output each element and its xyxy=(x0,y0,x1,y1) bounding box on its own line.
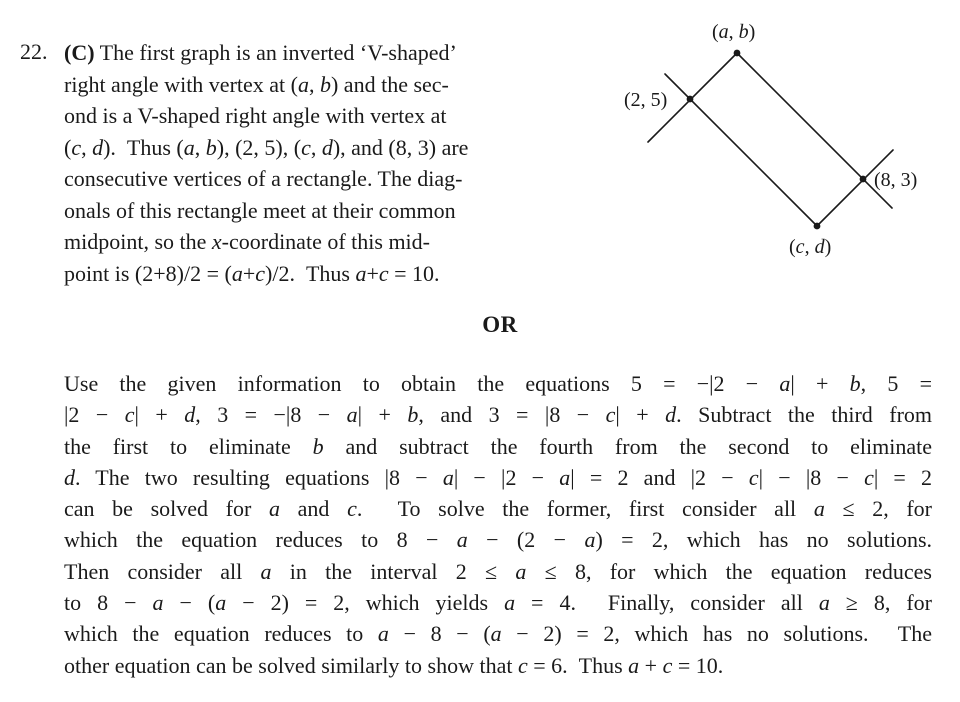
solution-text-bottom xyxy=(64,368,932,681)
or-heading: OR xyxy=(482,312,518,337)
text-line-4: (c, d). Thus (a, b), (2, 5), (c, d), and (8, 3) are xyxy=(64,134,469,160)
label-cd: (c, d) xyxy=(789,236,832,258)
bottom-line-1: Use the given information to obtain the equations 5 = −|2 − a| + b, 5 = xyxy=(64,371,932,396)
text-line-1 xyxy=(64,37,574,69)
problem-number: 22. xyxy=(20,39,48,64)
text-line-2: right angle with vertex at (a, b) and the sec- xyxy=(64,71,449,97)
text-line-6: onals of this rectangle meet at their common xyxy=(64,197,456,223)
label-2-5: (2, 5) xyxy=(624,89,668,111)
vertex-83-point xyxy=(860,176,867,183)
answer-choice: (C) xyxy=(64,40,95,65)
bottom-line-8: to 8 − a − (a − 2) = 2, which yields a = 4. Finally, consider all a ≥ 8, for xyxy=(64,590,932,616)
bottom-line-6: which the equation reduces to 8 − a − (2 − a) = 2, which has no solutions. xyxy=(64,527,932,553)
vertex-cd-point xyxy=(814,223,821,230)
text-line-8: point is (2+8)/2 = (a+c)/2. Thus a+c = 10. xyxy=(64,260,440,286)
rectangle-diagram xyxy=(600,0,960,290)
text-line-3: ond is a V-shaped right angle with vertex at xyxy=(64,103,447,128)
line-ab-to-83-extended xyxy=(737,53,892,208)
text-line-5: consecutive vertices of a rectangle. The diag- xyxy=(64,166,463,191)
solution-text-top xyxy=(64,37,574,289)
bottom-line-3: the first to eliminate b and subtract the fourth from the second to eliminate xyxy=(64,433,932,459)
bottom-line-5: can be solved for a and c. To solve the former, first consider all a ≤ 2, for xyxy=(64,496,933,522)
vertex-25-point xyxy=(687,96,694,103)
vertex-ab-point xyxy=(734,50,741,57)
bottom-line-2: |2 − c| + d, 3 = −|8 − a| + b, and 3 = |8 − c| + d. Subtract the third from xyxy=(64,402,933,428)
bottom-line-10: other equation can be solved similarly to show that c = 6. Thus a + c = 10. xyxy=(64,652,724,678)
bottom-line-9: which the equation reduces to a − 8 − (a − 2) = 2, which has no solutions. The xyxy=(64,621,932,647)
text-line-7: midpoint, so the x-coordinate of this mid- xyxy=(64,229,430,254)
label-ab: (a, b) xyxy=(712,21,756,43)
bottom-line-4: d. The two resulting equations |8 − a| − |2 − a| = 2 and |2 − c| − |8 − c| = 2 xyxy=(64,464,933,490)
label-8-3: (8, 3) xyxy=(874,169,918,191)
bottom-line-7: Then consider all a in the interval 2 ≤ a ≤ 8, for which the equation reduces xyxy=(64,558,932,584)
text-line-1-body: The first graph is an inverted ‘V-shaped’ xyxy=(99,40,457,65)
